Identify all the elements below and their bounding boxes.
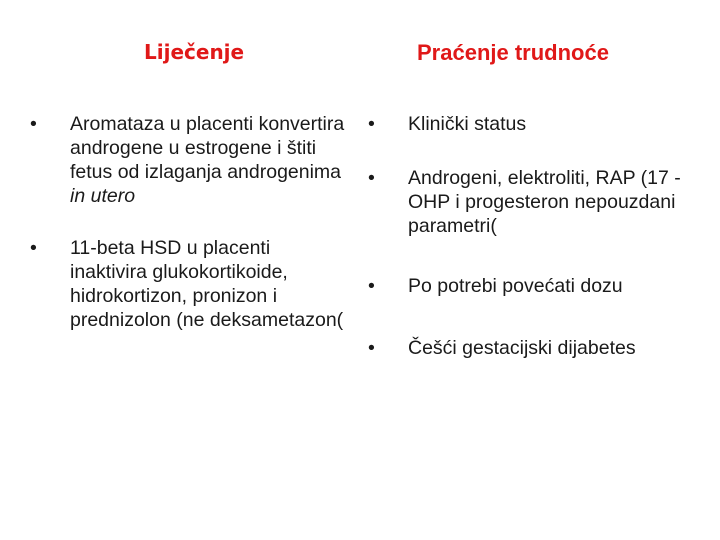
list-item bbox=[360, 112, 710, 136]
left-heading: Liječenje bbox=[144, 40, 245, 64]
list-item bbox=[360, 336, 710, 360]
list-item bbox=[360, 274, 710, 298]
item-italic-text: in utero bbox=[70, 185, 136, 207]
item-text: Klinički status bbox=[408, 113, 527, 135]
list-item bbox=[360, 166, 710, 238]
item-text: Aromataza u placenti konvertira androgene u estrogene i štiti fetus od izlaganja androgenima bbox=[70, 113, 345, 183]
list-item bbox=[22, 236, 352, 332]
item-text: Androgeni, elektroliti, RAP (17 -OHP i progesteron nepouzdani parametri( bbox=[408, 167, 681, 237]
right-list bbox=[360, 112, 710, 360]
left-list bbox=[22, 112, 352, 332]
item-text: Češći gestacijski dijabetes bbox=[408, 337, 636, 359]
right-heading: Praćenje trudnoće bbox=[417, 40, 609, 65]
list-item bbox=[22, 112, 352, 208]
item-text: Po potrebi povećati dozu bbox=[408, 275, 623, 297]
item-text: 11-beta HSD u placenti inaktivira glukokortikoide, hidrokortizon, pronizon i prednizolon (ne deksametazon( bbox=[70, 237, 344, 331]
